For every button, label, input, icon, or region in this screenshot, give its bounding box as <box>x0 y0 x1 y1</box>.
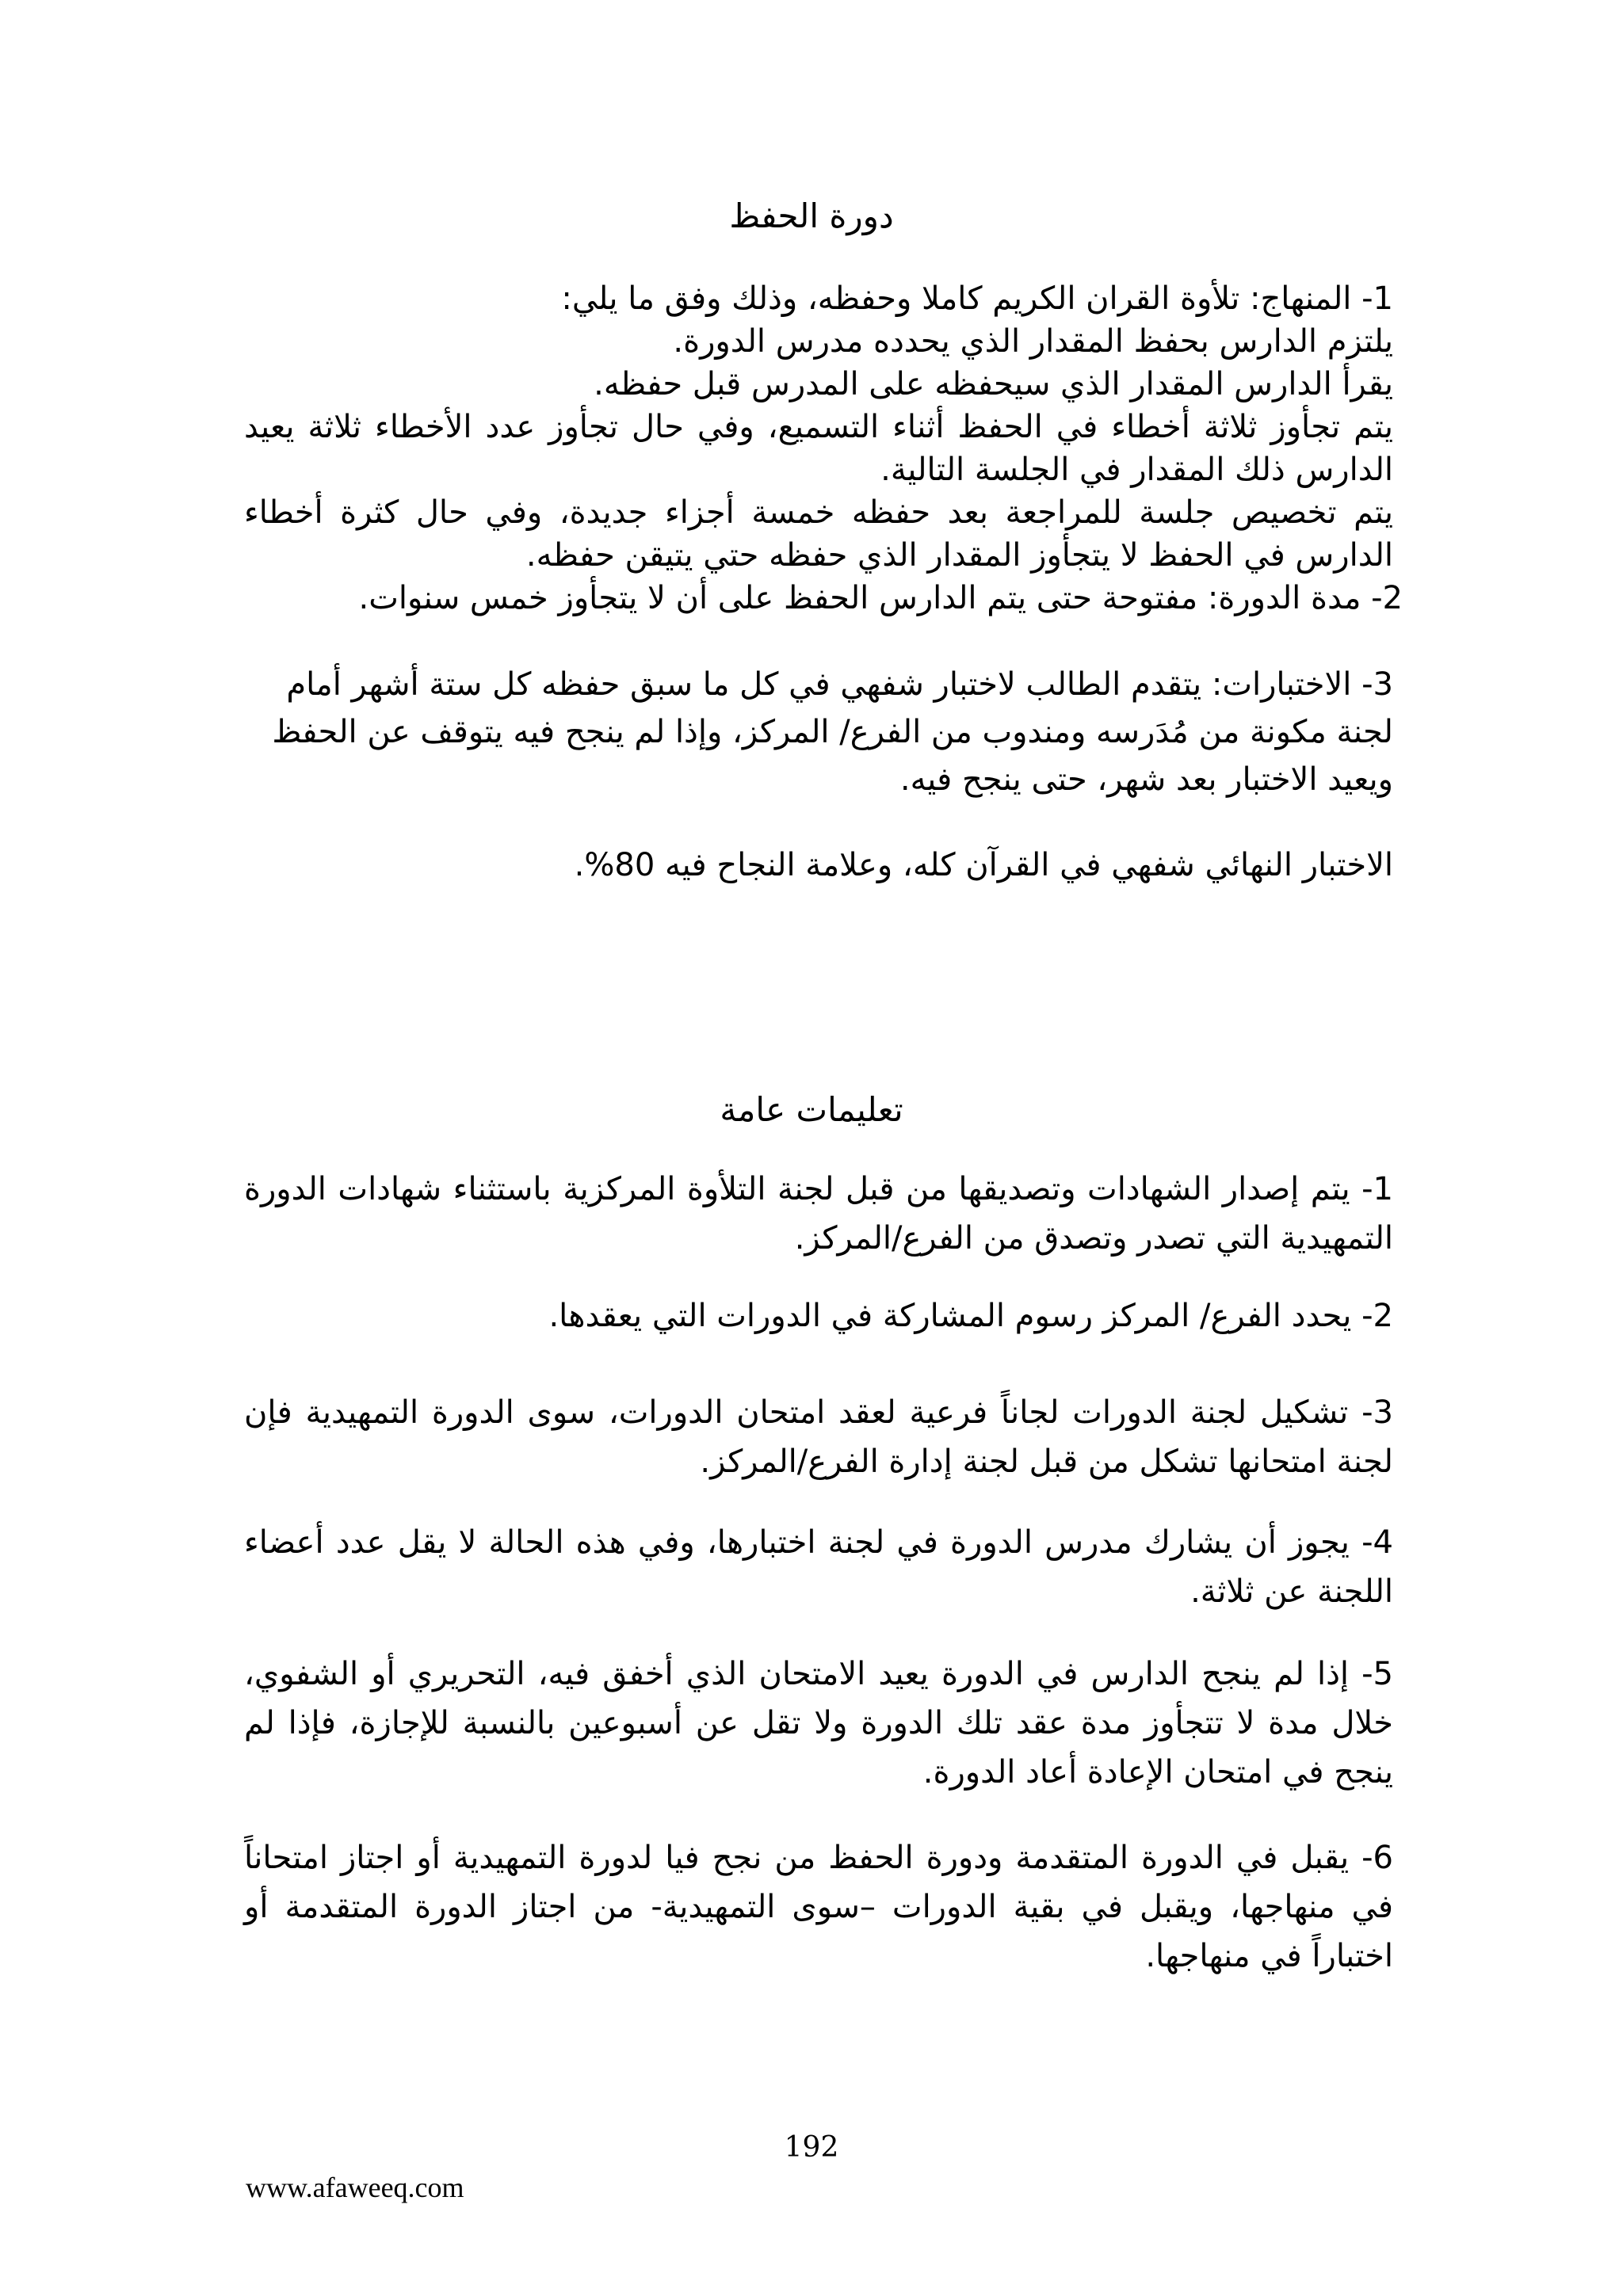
section-title-memorization-course: دورة الحفظ <box>729 196 894 235</box>
page-number: 192 <box>784 2131 839 2164</box>
memorization-curriculum <box>244 277 1403 620</box>
website-footer: www.afaweeq.com <box>246 2172 464 2203</box>
instruction-item: 6- يقبل في الدورة المتقدمة ودورة الحفظ من نجح فيا لدورة التمهيدية أو اجتاز امتحاناً في منهاجها، ويقبل في بقية الدورات –سوى التمهيدية- من اجتاز الدورة المتقدمة أو اختباراً في منهاجها. <box>244 1840 1393 1974</box>
instruction-item: 5- إذا لم ينجح الدارس في الدورة يعيد الامتحان الذي أخفق فيه، التحريري أو الشفوي، خلال مدة لا تتجأوز مدة عقد تلك الدورة ولا تقل عن أسبوعين بالنسبة للإجازة، فإذا لم ينجح في امتحان الإعادة أعاد الدورة. <box>244 1656 1393 1791</box>
instruction-item: 2- يحدد الفرع/ المركز رسوم المشاركة في الدورات التي يعقدها. <box>548 1298 1393 1334</box>
duration-line: 2- مدة الدورة: مفتوحة حتى يتم الدارس الحفظ على أن لا يتجأوز خمس سنوات. <box>358 580 1403 616</box>
exams-text: 3- الاختبارات: يتقدم الطالب لاختبار شفهي في كل ما سبق حفظه كل ستة أشهر أمام لجنة مكونة من مُدَرسه ومندوب من الفرع/ المركز، وإذا لم ينجح فيه يتوقف عن الحفظ ويعيد الاختبار بعد شهر، حتى ينجح فيه. <box>272 666 1393 798</box>
rule-item: يقرأ الدارس المقدار الذي سيحفظه على المدرس قبل حفظه. <box>594 366 1393 402</box>
curriculum-line: 1- المنهاج: تلأوة القران الكريم كاملا وحفظه، وذلك وفق ما يلي: <box>561 280 1393 317</box>
instruction-item: 3- تشكيل لجنة الدورات لجاناً فرعية لعقد امتحان الدورات، سوى الدورة التمهيدية فإن لجنة امتحانها تشكل من قبل لجنة إدارة الفرع/المركز. <box>244 1394 1393 1480</box>
exams-paragraph <box>244 661 1393 803</box>
final-exam-line: الاختبار النهائي شفهي في القرآن كله، وعلامة النجاح فيه 80%. <box>574 847 1393 883</box>
rule-item: يتم تجأوز ثلاثة أخطاء في الحفظ أثناء التسميع، وفي حال تجأوز عدد الأخطاء ثلاثة يعيد الدارس ذلك المقدار في الجلسة التالية. <box>244 409 1393 488</box>
rule-item: يتم تخصيص جلسة للمراجعة بعد حفظه خمسة أجزاء جديدة، وفي حال كثرة أخطاء الدارس في الحفظ لا يتجأوز المقدار الذي حفظه حتي يتيقن حفظه. <box>244 494 1393 574</box>
section-title-general-instructions: تعليمات عامة <box>720 1090 903 1129</box>
instruction-item: 1- يتم إصدار الشهادات وتصديقها من قبل لجنة التلأوة المركزية باستثناء شهادات الدورة التمهيدية التي تصدر وتصدق من الفرع/المركز. <box>244 1171 1393 1257</box>
instruction-item: 4- يجوز أن يشارك مدرس الدورة في لجنة اختبارها، وفي هذه الحالة لا يقل عدد أعضاء اللجنة عن ثلاثة. <box>244 1524 1393 1610</box>
rule-item: يلتزم الدارس بحفظ المقدار الذي يحدده مدرس الدورة. <box>673 323 1393 360</box>
